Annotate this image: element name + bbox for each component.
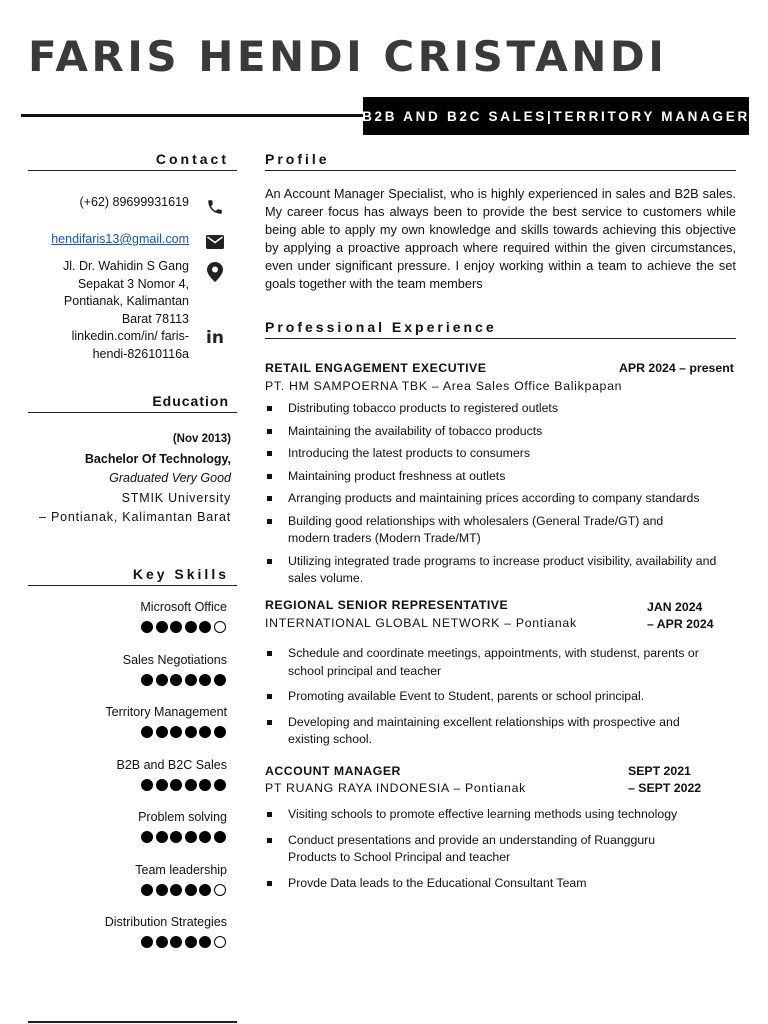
duty-item: Building good relationships with wholesalers (General Trade/GT) and modern traders (Modern Trade/MT) [265, 513, 688, 548]
rating-dot-filled [156, 726, 168, 738]
duty-item: Schedule and coordinate meetings, appointments, with studenst, parents or school principal and teacher [265, 645, 725, 680]
rating-dot-filled [185, 726, 197, 738]
job-title: RETAIL ENGAGEMENT EXECUTIVE [265, 361, 487, 375]
address-line: Pontianak, Kalimantan [63, 294, 189, 308]
job-date: APR 2024 – present [619, 361, 734, 375]
linkedin-line[interactable]: linkedin.com/in/ faris- [71, 329, 189, 343]
address-line: Barat 78113 [121, 311, 189, 326]
phone-icon [204, 197, 226, 217]
contact-email[interactable] [51, 231, 189, 249]
duty-item: Arranging products and maintaining prices according to company standards [265, 490, 725, 508]
experience-heading: Professional Experience [265, 319, 736, 339]
job-title: REGIONAL SENIOR REPRESENTATIVE [265, 598, 509, 612]
skill-rating [141, 621, 226, 633]
rating-dot-empty [214, 621, 226, 633]
duty-item: Maintaining the availability of tobacco products [265, 423, 725, 441]
rating-dot-filled [214, 674, 226, 686]
rating-dot-filled [170, 779, 182, 791]
duty-item: Provde Data leads to the Educational Consultant Team [265, 875, 725, 893]
rating-dot-filled [141, 936, 153, 948]
rating-dot-filled [170, 674, 182, 686]
rating-dot-filled [199, 779, 211, 791]
rating-dot-filled [185, 779, 197, 791]
mail-icon [204, 232, 226, 252]
linkedin-line[interactable]: hendi-82610116a [92, 346, 189, 361]
rating-dot-filled [170, 936, 182, 948]
education-date: (Nov 2013) [172, 433, 231, 445]
skill-rating [141, 936, 226, 948]
skill-name: Microsoft Office [140, 600, 227, 614]
rating-dot-filled [156, 936, 168, 948]
rating-dot-filled [156, 884, 168, 896]
rating-dot-filled [170, 831, 182, 843]
rating-dot-filled [199, 831, 211, 843]
duty-item: Introducing the latest products to consumers [265, 445, 725, 463]
address-line: Jl. Dr. Wahidin S Gang [63, 259, 189, 273]
education-school: STMIK University [121, 490, 231, 505]
job-duties [265, 645, 725, 749]
rating-dot-filled [214, 726, 226, 738]
job-duties [265, 400, 725, 588]
rating-dot-filled [199, 726, 211, 738]
education-block [39, 430, 231, 528]
rating-dot-filled [199, 674, 211, 686]
address-line: Sepakat 3 Nomor 4, [77, 276, 189, 291]
skill-name: B2B and B2C Sales [116, 757, 227, 772]
duty-item: Conduct presentations and provide an understanding of Ruangguru Products to School Principal and teacher [265, 832, 688, 867]
skill-rating [141, 674, 226, 686]
education-location: – Pontianak, Kalimantan Barat [38, 510, 231, 524]
rating-dot-filled [141, 726, 153, 738]
rating-dot-filled [141, 621, 153, 633]
contact-phone: (+62) 89699931619 [79, 195, 189, 209]
profile-heading: Profile [265, 151, 736, 171]
linkedin-icon: in [206, 328, 224, 348]
rating-dot-filled [185, 674, 197, 686]
header-divider [21, 114, 367, 117]
rating-dot-filled [141, 831, 153, 843]
candidate-name: FARIS HENDI CRISTANDI [28, 32, 668, 81]
rating-dot-filled [199, 936, 211, 948]
rating-dot-filled [141, 674, 153, 686]
rating-dot-empty [214, 936, 226, 948]
skill-name: Distribution Strategies [104, 915, 227, 929]
rating-dot-filled [156, 621, 168, 633]
rating-dot-empty [214, 884, 226, 896]
rating-dot-filled [185, 831, 197, 843]
rating-dot-filled [170, 726, 182, 738]
rating-dot-filled [156, 674, 168, 686]
job-title-banner: B2B AND B2C SALES|TERRITORY MANAGER [363, 97, 749, 135]
rating-dot-filled [141, 779, 153, 791]
rating-dot-filled [170, 884, 182, 896]
rating-dot-filled [156, 831, 168, 843]
rating-dot-filled [185, 936, 197, 948]
skill-rating [141, 831, 226, 843]
job-date-end: – APR 2024 [647, 617, 714, 631]
contact-address [63, 258, 189, 328]
contact-heading: Contact [28, 151, 237, 171]
rating-dot-filled [185, 884, 197, 896]
skills-heading: Key Skills [28, 566, 237, 586]
duty-item: Maintaining product freshness at outlets [265, 468, 725, 486]
duty-item: Promoting available Event to Student, parents or school principal. [265, 688, 725, 706]
rating-dot-filled [214, 779, 226, 791]
footer-divider [28, 1021, 237, 1023]
education-honors: Graduated Very Good [109, 471, 231, 485]
rating-dot-filled [199, 884, 211, 896]
job-date-start: SEPT 2021 [628, 764, 691, 778]
rating-dot-filled [156, 779, 168, 791]
job-duties [265, 806, 725, 892]
duty-item: Visiting schools to promote effective learning methods using technology [265, 806, 725, 824]
duty-item: Distributing tobacco products to registered outlets [265, 400, 725, 418]
job-title: ACCOUNT MANAGER [265, 764, 401, 778]
job-company: INTERNATIONAL GLOBAL NETWORK – Pontianak [265, 616, 577, 630]
duty-item: Utilizing integrated trade programs to increase product visibility, availability and sales volume. [265, 553, 725, 588]
skill-name: Team leadership [135, 862, 227, 877]
skill-rating [141, 726, 226, 738]
duty-item: Developing and maintaining excellent relationships with prospective and existing school. [265, 714, 688, 749]
rating-dot-filled [170, 621, 182, 633]
rating-dot-filled [141, 884, 153, 896]
job-company: PT RUANG RAYA INDONESIA – Pontianak [265, 781, 526, 795]
job-company: PT. HM SAMPOERNA TBK – Area Sales Office Balikpapan [265, 379, 623, 393]
education-degree: Bachelor Of Technology, [84, 451, 231, 466]
skill-name: Territory Management [105, 705, 227, 719]
education-heading: Education [28, 393, 237, 413]
skill-name: Problem solving [138, 810, 227, 824]
rating-dot-filled [214, 831, 226, 843]
rating-dot-filled [185, 621, 197, 633]
skill-rating [141, 779, 226, 791]
email-link[interactable]: hendifaris13@gmail.com [51, 232, 189, 246]
contact-linkedin[interactable] [72, 328, 189, 363]
job-date-end: – SEPT 2022 [628, 781, 702, 795]
profile-summary: An Account Manager Specialist, who is highly experienced in sales and B2B sales. My career focus has always been to provide the best service to customers while being able to apply my own knowledge and skills towards achieving this objective by applying a proactive approach where required within the given circumstances, even under significant pressure. I enjoy working within a team to achieve the set goals together with the team members [265, 186, 736, 291]
location-pin-icon [204, 262, 226, 282]
skill-name: Sales Negotiations [122, 652, 227, 667]
skill-rating [141, 884, 226, 896]
job-date-start: JAN 2024 [647, 600, 703, 614]
rating-dot-filled [199, 621, 211, 633]
